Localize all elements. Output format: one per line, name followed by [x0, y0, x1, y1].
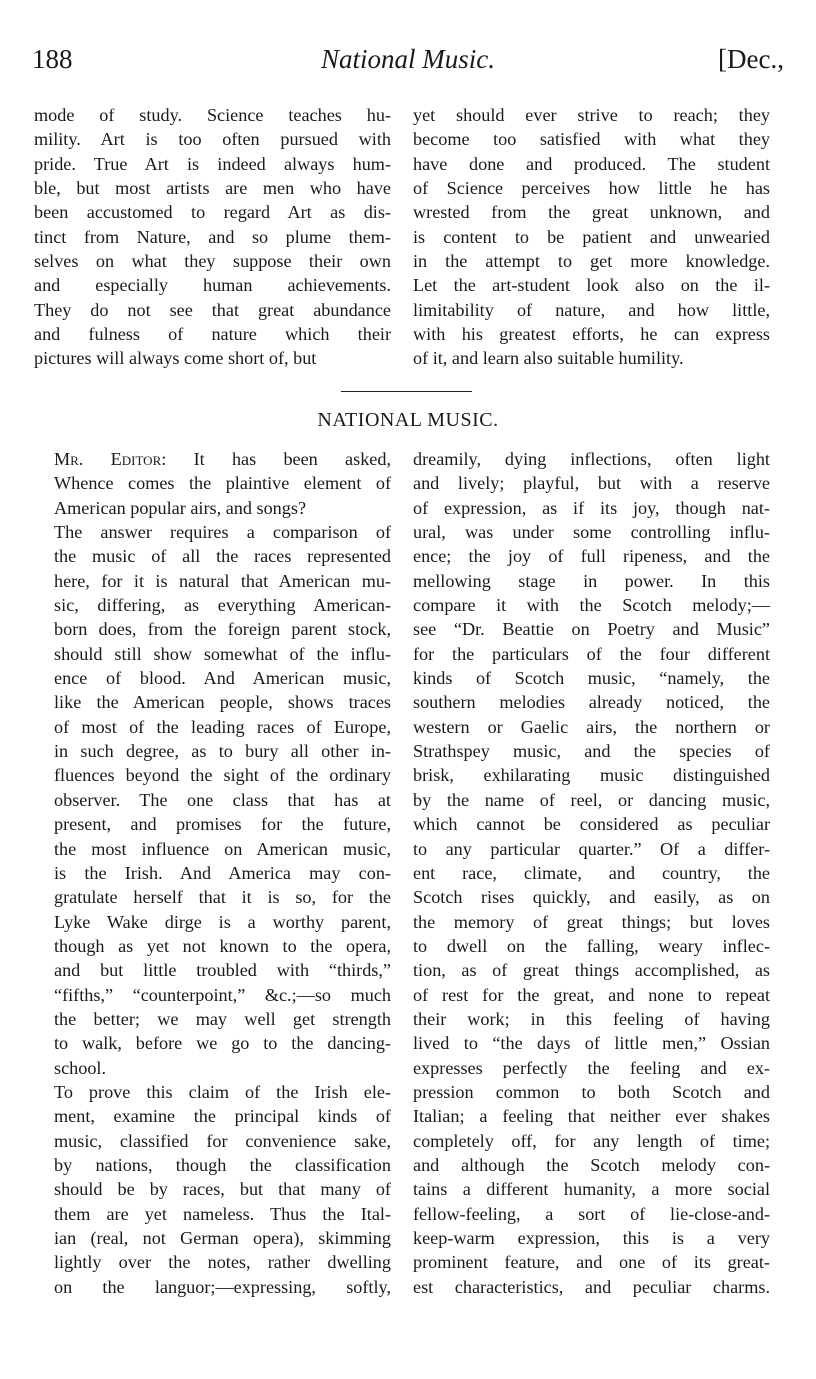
text-line: in the attempt to get more knowledge.: [413, 251, 770, 272]
text-line: the better; we may well get strength: [54, 1008, 391, 1029]
text-line: have done and produced. The student: [413, 153, 770, 174]
text-line: the memory of great things; but loves: [413, 911, 770, 932]
text-line: and lively; playful, but with a reserve: [413, 473, 770, 494]
text-line: They do not see that great abundance: [34, 299, 391, 320]
text-line: present, and promises for the future,: [54, 814, 391, 835]
text-line: To prove this claim of the Irish ele-: [54, 1081, 391, 1102]
article-left-column: [34, 447, 391, 1299]
text-line: should still show somewhat of the influ-: [54, 643, 391, 664]
intro-left-column: [34, 103, 391, 371]
text-line: pride. True Art is indeed always hum-: [34, 153, 391, 174]
text-line: of rest for the great, and none to repeat: [413, 984, 770, 1005]
text-line: to walk, before we go to the dancing-: [54, 1033, 391, 1054]
text-line: ence; the joy of full ripeness, and the: [413, 546, 770, 567]
text-line: ian (real, not German opera), skimming: [54, 1228, 391, 1248]
text-line: to any particular quarter.” Of a differ-: [413, 838, 770, 859]
text-line: is the Irish. And America may con-: [54, 862, 391, 883]
article-right-column: [413, 447, 770, 1299]
text-line: by nations, though the classification: [54, 1154, 391, 1175]
text-line: western or Gaelic airs, the northern or: [413, 716, 770, 737]
text-line: their work; in this feeling of having: [413, 1008, 770, 1029]
text-line: born does, from the foreign parent stock,: [54, 619, 391, 640]
text-line: yet should ever strive to reach; they: [413, 105, 770, 125]
text-line: of it, and learn also suitable humility.: [413, 348, 684, 369]
text-line: southern melodies already noticed, the: [413, 692, 770, 713]
text-line: brisk, exhilarating music distinguished: [413, 765, 770, 786]
running-title: National Music.: [321, 44, 495, 74]
text-line: of Science perceives how little he has: [413, 178, 770, 199]
text-line: for the particulars of the four different: [413, 643, 770, 664]
text-line: and especially human achievements.: [34, 275, 391, 296]
salutation: Mr. Editor: [54, 449, 162, 469]
intro-right-column: [413, 103, 770, 371]
text-line: pression common to both Scotch and: [413, 1081, 770, 1102]
text-line: like the American people, shows traces: [54, 692, 391, 713]
text-line: Strathspey music, and the species of: [413, 741, 770, 762]
text-line: gratulate herself that it is so, for the: [54, 887, 391, 908]
article-paragraph-answer: [34, 520, 391, 1080]
salutation-lines: [34, 471, 391, 520]
text-line: Italian; a feeling that neither ever shakes: [413, 1106, 770, 1127]
text-line: “fifths,” “counterpoint,” &c.;—so much: [54, 984, 391, 1005]
text-line: The answer requires a comparison of: [54, 522, 391, 543]
text-line: lived to “the days of little men,” Ossian: [413, 1033, 770, 1054]
text-line: the most influence on American music,: [54, 838, 391, 859]
text-line: of expression, as if its joy, though nat-: [413, 497, 770, 518]
text-line: expresses perfectly the feeling and ex-: [413, 1057, 770, 1078]
text-line: and although the Scotch melody con-: [413, 1154, 770, 1175]
article-right-paragraph: [413, 447, 770, 1299]
text-line: here, for it is natural that American mu-: [54, 570, 391, 591]
text-line: on the languor;—expressing, softly,: [54, 1276, 391, 1297]
text-line: been accustomed to regard Art as dis-: [34, 202, 391, 223]
text-line: ence of blood. And American music,: [54, 668, 391, 689]
page-number: 188: [32, 44, 73, 74]
text-line: music, classified for convenience sake,: [54, 1130, 391, 1151]
text-line: them are yet nameless. Thus the Ital-: [54, 1203, 391, 1224]
text-line: Lyke Wake dirge is a worthy parent,: [54, 911, 391, 932]
text-line: see “Dr. Beattie on Poetry and Music”: [413, 619, 770, 640]
article-paragraph-salutation: [34, 447, 391, 520]
text-line: dreamily, dying inflections, often light: [413, 449, 770, 469]
text-line: Scotch rises quickly, and easily, as on: [413, 887, 770, 908]
running-header: [32, 44, 784, 84]
text-line: and but little troubled with “thirds,”: [54, 960, 391, 981]
text-line: tains a different humanity, a more social: [413, 1179, 770, 1200]
text-line: become too satisfied with what they: [413, 129, 770, 150]
text-line: to dwell on the falling, weary inflec-: [413, 935, 770, 956]
text-line: should be by races, but that many of: [54, 1179, 391, 1200]
text-line: and fulness of nature which their: [34, 324, 391, 345]
text-line: Let the art-student look also on the il-: [413, 275, 770, 296]
text-line: prominent feature, and one of its great-: [413, 1252, 770, 1273]
article-title: NATIONAL MUSIC.: [317, 409, 499, 431]
intro-right-paragraph: [413, 103, 770, 371]
text-line: school.: [54, 1057, 107, 1078]
text-line: fluences beyond the sight of the ordinary: [54, 765, 391, 786]
text-line: mility. Art is too often pursued with: [34, 129, 391, 150]
text-line: pictures will always come short of, but: [34, 348, 317, 369]
text-line: American popular airs, and songs?: [54, 497, 307, 518]
text-line: mode of study. Science teaches hu-: [34, 105, 391, 125]
text-line: est characteristics, and peculiar charms.: [413, 1276, 770, 1297]
text-line: completely off, for any length of time;: [413, 1130, 770, 1151]
text-line: which cannot be considered as peculiar: [413, 814, 770, 835]
text-line: wrested from the great unknown, and: [413, 202, 770, 223]
text-line: tinct from Nature, and so plume them-: [34, 226, 391, 247]
text-line: sic, differing, as everything American-: [54, 595, 391, 616]
salutation-continuation: : It has been asked,: [161, 449, 391, 469]
text-line: of most of the leading races of Europe,: [54, 716, 391, 737]
text-line: mellowing stage in power. In this: [413, 570, 770, 591]
text-line: is content to be patient and unwearied: [413, 226, 770, 247]
text-line: ment, examine the principal kinds of: [54, 1106, 391, 1127]
text-line: observer. The one class that has at: [54, 789, 391, 810]
article-paragraph-proof: [34, 1080, 391, 1299]
text-line: ent race, climate, and country, the: [413, 862, 770, 883]
text-line: tion, as of great things accomplished, as: [413, 960, 770, 981]
text-line: in such degree, as to bury all other in-: [54, 741, 391, 762]
text-line: ural, was under some controlling influ-: [413, 522, 770, 543]
text-line: fellow-feeling, a sort of lie-close-and-: [413, 1203, 770, 1224]
text-line: though as yet not known to the opera,: [54, 935, 391, 956]
text-line: compare it with the Scotch melody;—: [413, 595, 770, 616]
text-line: selves on what they suppose their own: [34, 251, 391, 272]
text-line: ble, but most artists are men who have: [34, 178, 391, 199]
issue-date: [Dec.,: [718, 44, 784, 74]
section-divider: [341, 391, 472, 392]
text-line: with his greatest efforts, he can express: [413, 324, 770, 345]
intro-left-paragraph: [34, 103, 391, 371]
text-line: lightly over the notes, rather dwelling: [54, 1252, 391, 1273]
text-line: the music of all the races represented: [54, 546, 391, 567]
text-line: kinds of Scotch music, “namely, the: [413, 668, 770, 689]
text-line: by the name of reel, or dancing music,: [413, 789, 770, 810]
text-line: limitability of nature, and how little,: [413, 299, 770, 320]
text-line: keep-warm expression, this is a very: [413, 1228, 770, 1248]
text-line: Whence comes the plaintive element of: [54, 473, 391, 494]
